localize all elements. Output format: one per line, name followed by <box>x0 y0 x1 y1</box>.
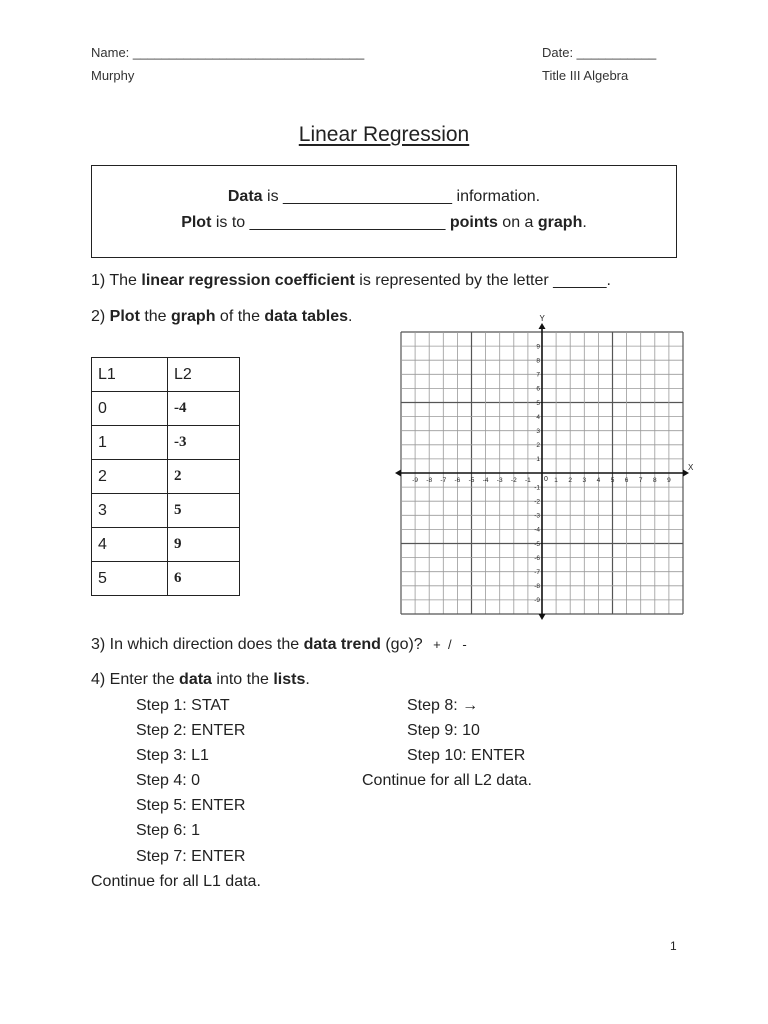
step-item: Step 5: ENTER <box>136 797 246 814</box>
definition-data <box>92 188 676 206</box>
teacher-name: Murphy <box>91 68 135 83</box>
question-2 <box>91 308 352 326</box>
definition-text: on a <box>497 214 538 231</box>
bold-term: data <box>179 671 212 688</box>
table-cell-l2: -4 <box>168 392 240 426</box>
x-axis-arrow-left <box>395 470 401 477</box>
continue-l2-note: Continue for all L2 data. <box>362 772 532 789</box>
x-tick-label: 1 <box>554 477 558 484</box>
y-tick-label: 5 <box>536 399 540 407</box>
question-text: the <box>139 308 172 325</box>
bold-term: linear regression coefficient <box>141 272 355 289</box>
bold-term: lists <box>273 671 306 688</box>
origin-label: 0 <box>544 476 548 483</box>
y-tick-label: -1 <box>534 484 540 492</box>
table-row <box>92 562 240 596</box>
question-text: of the <box>215 308 265 325</box>
x-tick-label: -7 <box>440 477 447 484</box>
step-item: Step 2: ENTER <box>136 722 246 739</box>
y-axis-arrow-down <box>539 614 546 620</box>
table-row <box>92 460 240 494</box>
x-tick-label: 6 <box>624 477 629 484</box>
question-text: . <box>305 671 310 688</box>
data-table <box>91 357 240 596</box>
question-1 <box>91 272 611 290</box>
table-row <box>92 426 240 460</box>
y-tick-label: 7 <box>536 371 540 379</box>
step-item: Step 10: ENTER <box>407 747 526 764</box>
step-item: Step 1: STAT <box>136 697 230 714</box>
table-row <box>92 392 240 426</box>
x-tick-label: 7 <box>638 477 643 484</box>
step-item: Step 3: L1 <box>136 747 209 764</box>
table-cell-l2: 5 <box>168 494 240 528</box>
y-tick-label: -3 <box>534 512 540 520</box>
x-tick-label: -3 <box>496 477 503 484</box>
table-cell-l2: -3 <box>168 426 240 460</box>
bold-term: points <box>449 214 498 231</box>
y-tick-label: -5 <box>534 540 540 548</box>
x-tick-label: 4 <box>596 477 601 484</box>
bold-term: graph <box>171 308 216 325</box>
question-text: is represented by the letter ______. <box>354 272 611 289</box>
y-tick-label: -9 <box>534 597 540 605</box>
page-number: 1 <box>670 939 677 953</box>
table-row <box>92 528 240 562</box>
y-tick-label: 2 <box>536 442 540 450</box>
y-tick-label: 9 <box>536 343 540 351</box>
x-tick-label: -1 <box>525 477 531 484</box>
table-header-l2: L2 <box>168 358 240 392</box>
table-row <box>92 494 240 528</box>
question-text: 2) <box>91 308 110 325</box>
table-cell-l1: 5 <box>92 562 168 596</box>
bold-term: Plot <box>181 214 212 231</box>
x-tick-label: -4 <box>482 477 489 484</box>
x-tick-label: 2 <box>568 477 573 484</box>
x-tick-label: -2 <box>510 477 517 484</box>
x-tick-label: 5 <box>610 477 615 484</box>
bold-term: Data <box>227 188 263 205</box>
y-tick-label: 3 <box>536 428 540 435</box>
table-cell-l1: 0 <box>92 392 168 426</box>
table-cell-l2: 6 <box>168 562 240 596</box>
step-item: Step 8: → <box>407 697 479 714</box>
coordinate-grid[interactable] <box>395 314 694 618</box>
page-title: Linear Regression <box>298 123 470 146</box>
question-text: 1) The <box>91 272 142 289</box>
x-tick-label: -5 <box>468 477 475 484</box>
table-cell-l2: 2 <box>168 460 240 494</box>
step-item: Step 4: 0 <box>136 772 201 789</box>
y-tick-label: -4 <box>534 526 540 534</box>
question-text: 3) In which direction does the <box>91 636 304 653</box>
question-3 <box>91 636 467 654</box>
definition-text: is to ______________________ <box>211 214 450 231</box>
x-tick-label: 3 <box>582 477 587 484</box>
definitions-box <box>91 165 677 258</box>
trend-choices: + / - <box>433 637 467 652</box>
y-axis-arrow-up <box>539 323 546 329</box>
question-text: (go)? <box>380 636 423 653</box>
x-tick-label: 8 <box>652 477 657 484</box>
y-tick-label: 4 <box>536 413 540 421</box>
y-tick-label: -8 <box>534 583 540 591</box>
bold-term: data tables <box>264 308 348 325</box>
y-tick-label: 6 <box>536 385 540 393</box>
question-text: . <box>348 308 353 325</box>
definition-text: is ___________________ information. <box>262 188 541 205</box>
y-tick-label: 1 <box>536 456 540 464</box>
x-tick-label: 9 <box>667 477 671 484</box>
y-tick-label: -6 <box>534 554 540 562</box>
name-field-label: Name: ________________________________ <box>91 45 365 60</box>
step-item: Step 7: ENTER <box>136 848 246 865</box>
x-tick-label: -6 <box>454 477 461 484</box>
course-name: Title III Algebra <box>542 68 629 83</box>
question-text: 4) Enter the <box>91 671 180 688</box>
y-axis-label: Y <box>539 314 545 323</box>
table-header-l1: L1 <box>92 358 168 392</box>
table-header-row <box>92 358 240 392</box>
step-item: Step 9: 10 <box>407 722 480 739</box>
table-cell-l1: 3 <box>92 494 168 528</box>
y-tick-label: -7 <box>534 569 540 576</box>
x-tick-label: -8 <box>426 477 433 484</box>
bold-term: Plot <box>109 308 140 325</box>
continue-l1-note: Continue for all L1 data. <box>91 873 261 890</box>
step-item: Step 6: 1 <box>136 822 201 839</box>
y-tick-label: -2 <box>534 498 540 506</box>
table-cell-l1: 4 <box>92 528 168 562</box>
y-tick-label: 8 <box>536 357 540 365</box>
definition-text: . <box>582 214 587 231</box>
table-cell-l1: 1 <box>92 426 168 460</box>
question-text: into the <box>211 671 274 688</box>
bold-term: data trend <box>303 636 381 653</box>
x-axis-label: X <box>688 463 694 472</box>
question-4 <box>91 671 310 689</box>
date-field-label: Date: ___________ <box>542 45 657 60</box>
table-cell-l2: 9 <box>168 528 240 562</box>
definition-plot <box>92 214 676 232</box>
table-cell-l1: 2 <box>92 460 168 494</box>
x-tick-label: -9 <box>412 477 418 484</box>
bold-term: graph <box>537 214 583 231</box>
